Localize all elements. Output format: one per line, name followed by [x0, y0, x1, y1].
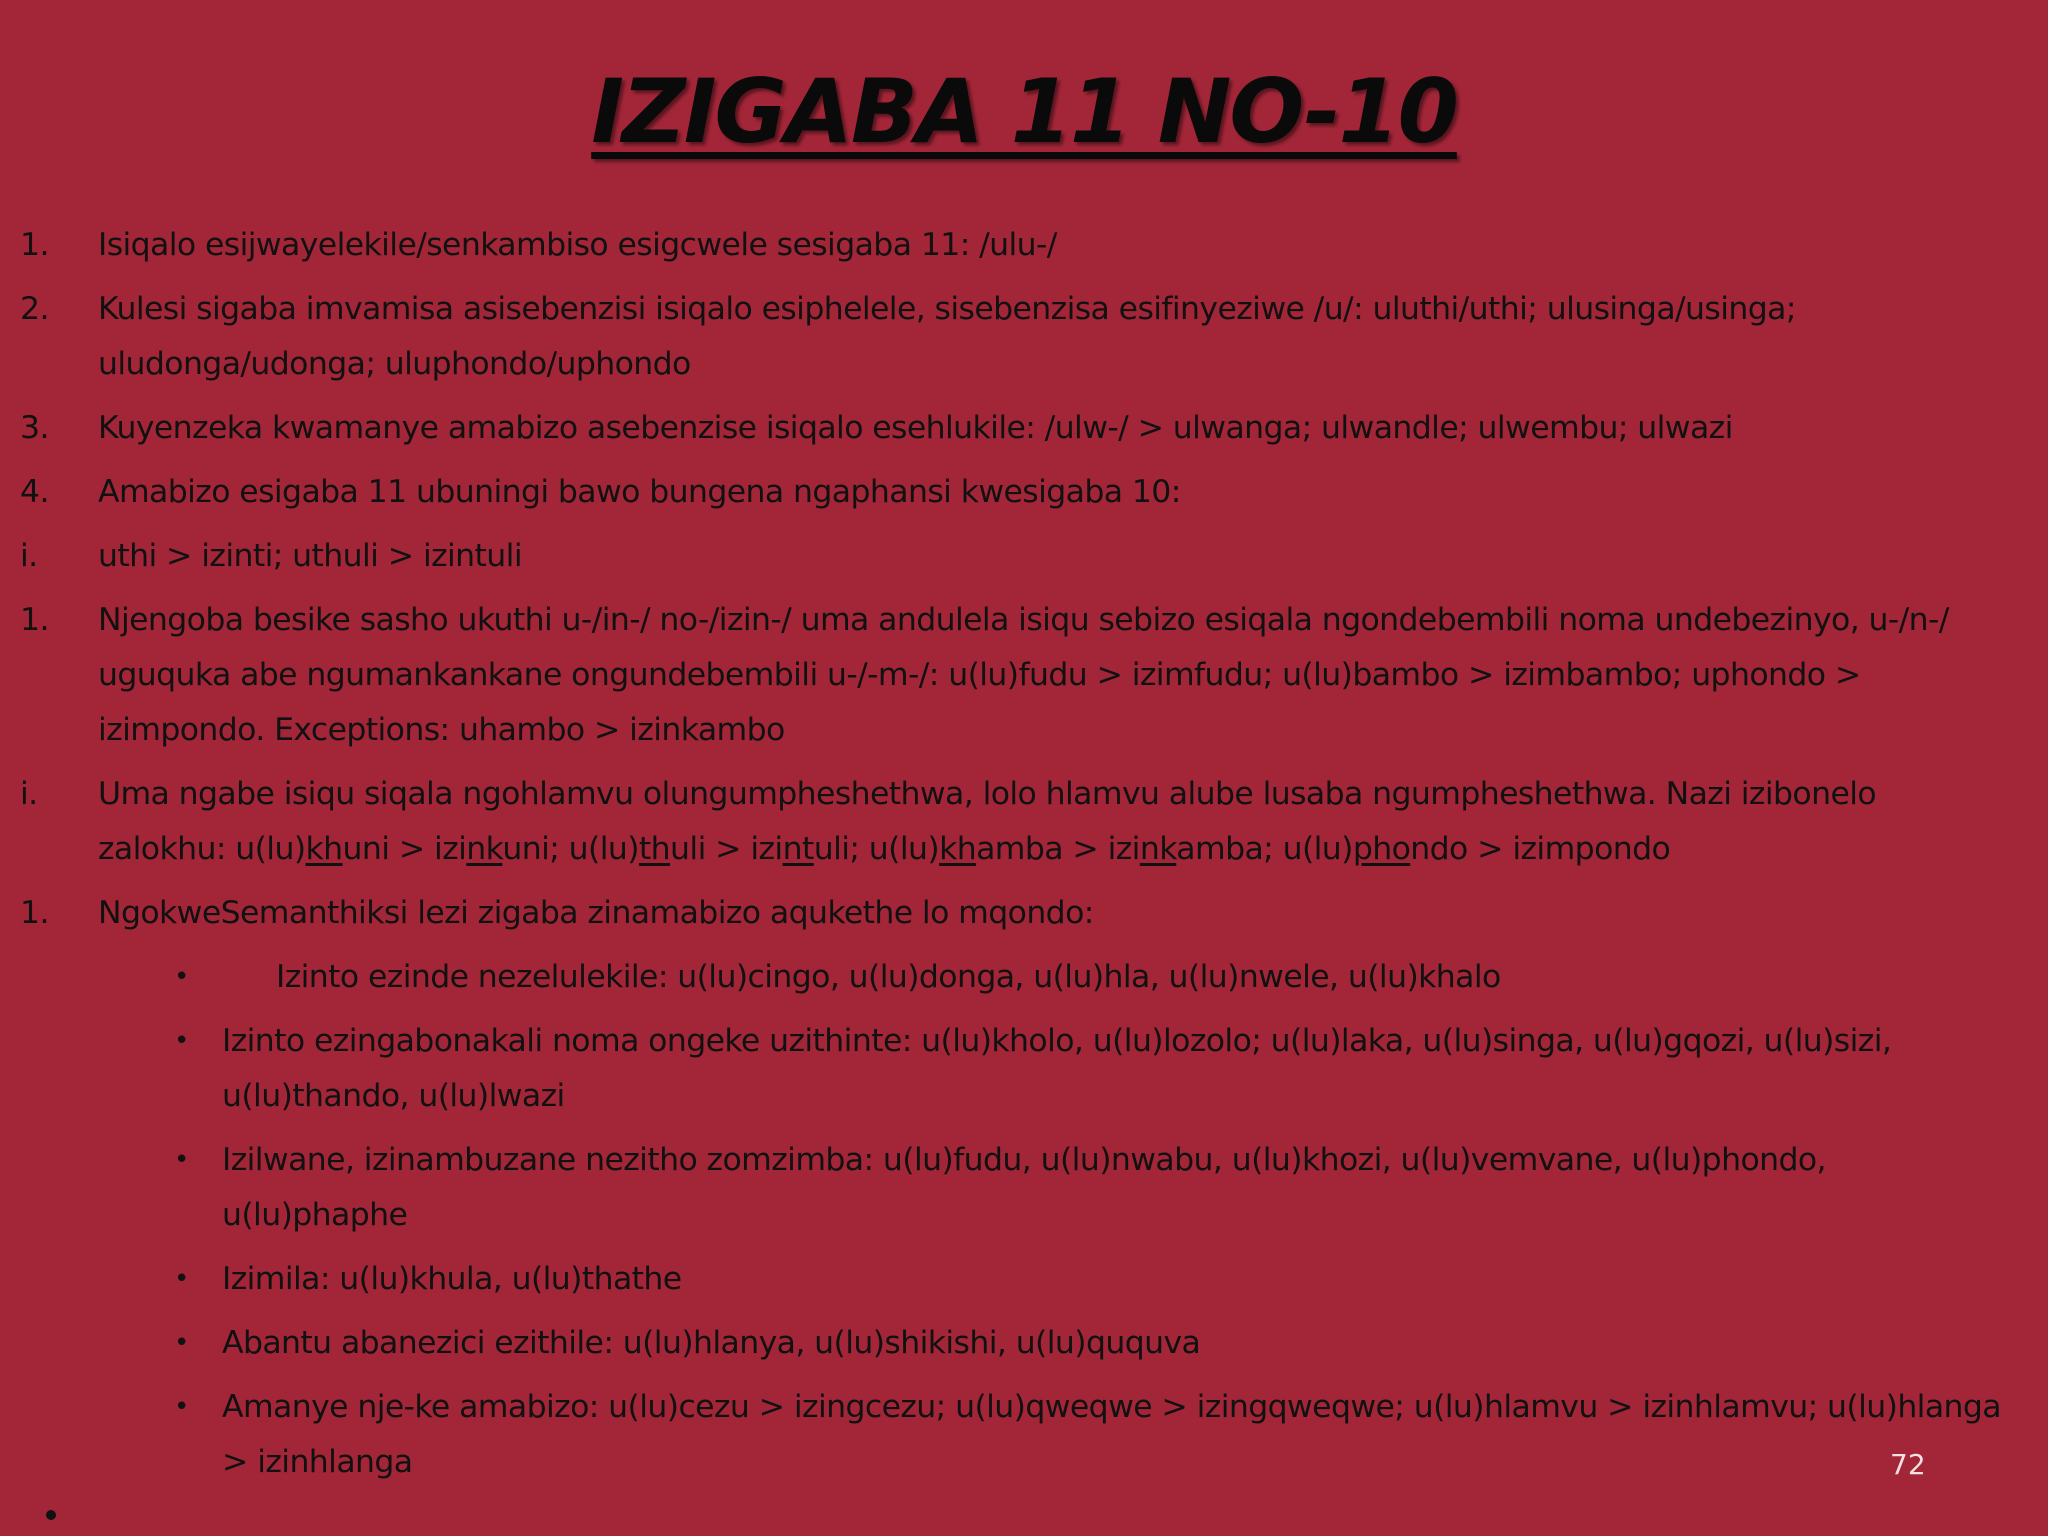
list-item-text	[98, 776, 1876, 867]
bullet-item	[0, 1380, 2010, 1490]
list-marker: 2.	[20, 291, 49, 327]
bullet-marker: •	[174, 962, 189, 992]
bullet-text: Izimila: u(lu)khula, u(lu)thathe	[222, 1261, 682, 1297]
text-segment: uni; u(lu)	[502, 831, 639, 867]
underlined-segment: kh	[939, 831, 977, 867]
list-marker: 1.	[20, 602, 49, 638]
list-item	[0, 886, 2010, 941]
list-marker: i.	[20, 538, 38, 574]
text-segment: uli > izi	[670, 831, 783, 867]
underlined-segment: nk	[466, 831, 503, 867]
underlined-segment: kh	[305, 831, 343, 867]
text-segment: uli; u(lu)	[813, 831, 940, 867]
bullet-text: Amanye nje-ke amabizo: u(lu)cezu > izingcezu; u(lu)qweqwe > izingqweqwe; u(lu)hlamvu > izinhlamvu; u(lu)hlanga > izinhlanga	[222, 1389, 2001, 1480]
list-marker: 1.	[20, 895, 49, 931]
underlined-segment: pho	[1352, 831, 1411, 867]
underlined-segment: nt	[782, 831, 814, 867]
bullet-item	[0, 1252, 2010, 1307]
bullet-marker: •	[174, 1264, 189, 1294]
slide-body	[0, 218, 2010, 1499]
text-segment: ndo > izimpondo	[1410, 831, 1671, 867]
text-segment: uni > izi	[342, 831, 467, 867]
bullet-text: Izilwane, izinambuzane nezitho zomzimba: u(lu)fudu, u(lu)nwabu, u(lu)khozi, u(lu)vemvane, u(lu)phondo, u(lu)phaphe	[222, 1142, 1826, 1233]
text-segment: Uma ngabe isiqu siqala ngohlamvu olungumpheshethwa, lolo hlamvu alube lusaba ngumpheshethwa. Nazi izibonelo zalokhu: u(lu)	[98, 776, 1877, 867]
bullet-item	[0, 950, 2010, 1005]
bullet-item	[0, 1014, 2010, 1124]
title-text: IZIGABA 11 NO-10	[591, 60, 1457, 163]
page-number: 72	[1890, 1448, 1926, 1481]
list-item-text: Njengoba besike sasho ukuthi u-/in-/ no-/izin-/ uma andulela isiqu sebizo esiqala ngondebembili noma undebezinyo, u-/n-/ uguquka abe ngumankankane ongundebembili u-/-m-/: u(lu)fudu > izimfudu; u(lu)bambo > izimbambo; uphondo > izimpondo. Exceptions: uhambo > izinkambo	[98, 602, 1949, 748]
list-item	[0, 593, 2010, 758]
list-item-text: Amabizo esigaba 11 ubuningi bawo bungena ngaphansi kwesigaba 10:	[98, 474, 1181, 510]
list-marker: i.	[20, 776, 38, 812]
list-marker: 1.	[20, 227, 49, 263]
bullet-marker: •	[174, 1392, 189, 1422]
list-item-text: Isiqalo esijwayelekile/senkambiso esigcwele sesigaba 11: /ulu-/	[98, 227, 1057, 263]
bullet-item	[0, 1133, 2010, 1243]
underlined-segment: th	[638, 831, 671, 867]
bullet-marker: •	[174, 1328, 189, 1358]
slide-title	[0, 60, 2048, 163]
list-item-text: NgokweSemanthiksi lezi zigaba zinamabizo aqukethe lo mqondo:	[98, 895, 1094, 931]
bullet-text: Izinto ezinde nezelulekile: u(lu)cingo, u(lu)donga, u(lu)hla, u(lu)nwele, u(lu)khalo	[276, 959, 1501, 995]
list-marker: 4.	[20, 474, 49, 510]
bullet-item	[0, 1316, 2010, 1371]
list-item	[0, 282, 2010, 392]
list-item-text: uthi > izinti; uthuli > izintuli	[98, 538, 522, 574]
list-item-text: Kulesi sigaba imvamisa asisebenzisi isiqalo esiphelele, sisebenzisa esifinyeziwe /u/: uluthi/uthi; ulusinga/usinga; uludonga/udonga; uluphondo/uphondo	[98, 291, 1796, 382]
list-item	[0, 767, 2010, 877]
list-item	[0, 529, 2010, 584]
list-item	[0, 218, 2010, 273]
list-item	[0, 401, 2010, 456]
text-segment: amba > izi	[976, 831, 1140, 867]
bullet-text: Izinto ezingabonakali noma ongeke uzithinte: u(lu)kholo, u(lu)lozolo; u(lu)laka, u(lu)singa, u(lu)gqozi, u(lu)sizi, u(lu)thando, u(lu)lwazi	[222, 1023, 1892, 1114]
bullet-text: Abantu abanezici ezithile: u(lu)hlanya, u(lu)shikishi, u(lu)ququva	[222, 1325, 1201, 1361]
list-item-text: Kuyenzeka kwamanye amabizo asebenzise isiqalo esehlukile: /ulw-/ > ulwanga; ulwandle; ulwembu; ulwazi	[98, 410, 1733, 446]
list-item	[0, 465, 2010, 520]
underlined-segment: nk	[1139, 831, 1177, 867]
bullet-marker: •	[174, 1145, 189, 1175]
bullet-marker: •	[174, 1026, 189, 1056]
text-segment: amba; u(lu)	[1176, 831, 1353, 867]
list-marker: 3.	[20, 410, 49, 446]
stray-bullet-dot	[46, 1510, 56, 1520]
